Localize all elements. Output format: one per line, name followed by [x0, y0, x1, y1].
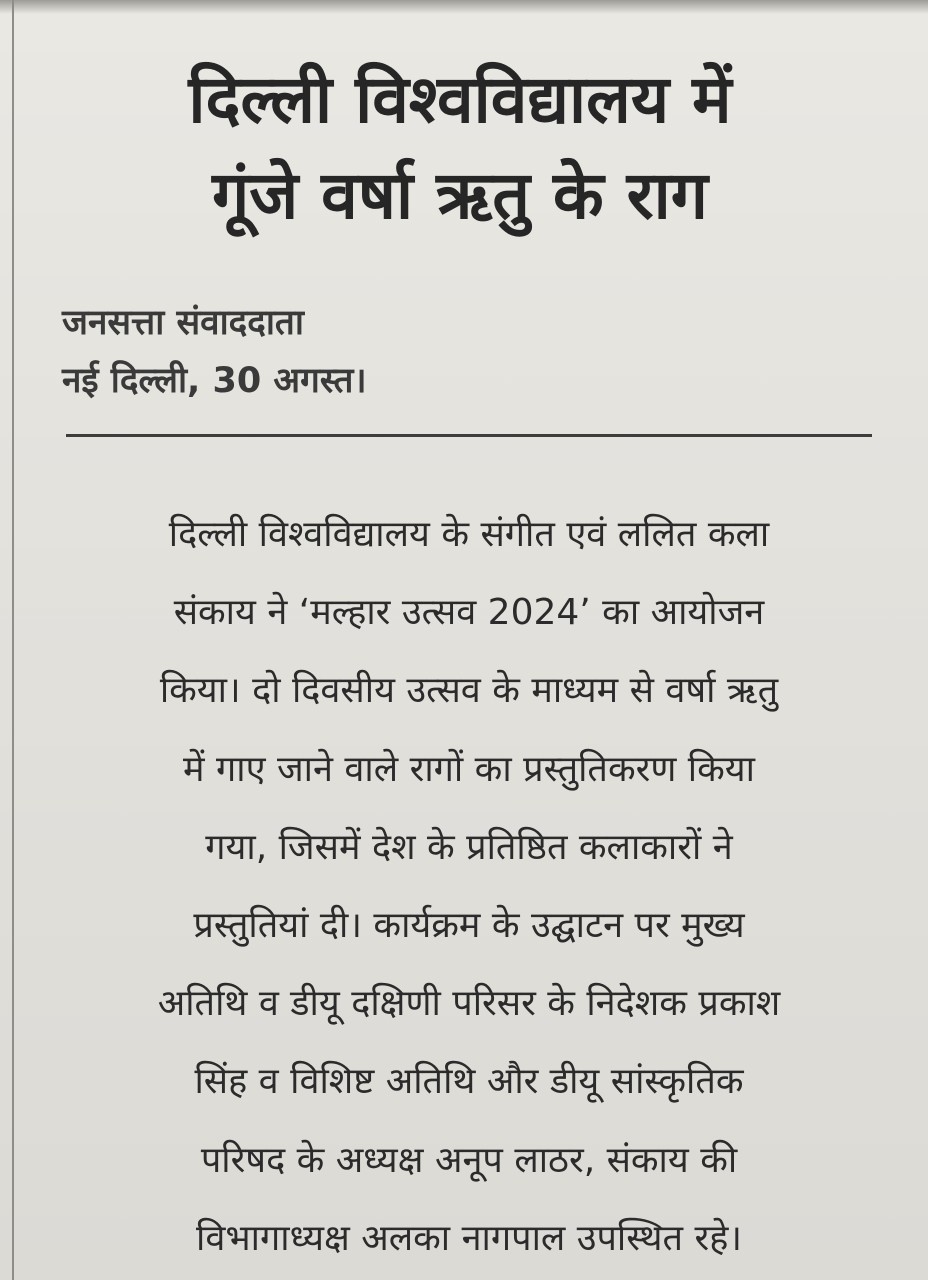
body-line: संकाय ने ‘मल्हार उत्सव 2024’ का आयोजन: [173, 592, 765, 634]
headline-line-1: दिल्ली विश्वविद्यालय में: [188, 61, 732, 138]
body-line: दिल्ली विश्वविद्यालय के संगीत एवं ललित कला: [168, 514, 770, 555]
byline-author: जनसत्ता संवाददाता: [62, 303, 304, 343]
byline-dateline: नई दिल्ली, 30 अगस्त।: [62, 361, 367, 401]
body-line: परिषद के अध्यक्ष अनूप लाठर, संकाय की: [200, 1139, 738, 1181]
separator-rule: [66, 434, 872, 437]
column-rule: [12, 0, 14, 1280]
body-line: प्रस्तुतियां दी। कार्यक्रम के उद्घाटन पर मुख्य: [193, 905, 745, 947]
body-line: सिंह व विशिष्ट अतिथि और डीयू सांस्कृतिक: [194, 1061, 744, 1103]
article-body: [66, 496, 872, 1278]
body-line: अतिथि व डीयू दक्षिणी परिसर के निदेशक प्रकाश: [157, 983, 781, 1025]
body-line: गया, जिसमें देश के प्रतिष्ठित कलाकारों ने: [205, 826, 733, 868]
byline: [62, 294, 367, 410]
body-line: विभागाध्यक्ष अलका नागपाल उपस्थित रहे।: [196, 1217, 742, 1259]
headline-line-2: गूंजे वर्षा ऋतु के राग: [212, 157, 708, 234]
body-line: किया। दो दिवसीय उत्सव के माध्यम से वर्षा ऋतु: [159, 670, 779, 712]
body-line: में गाए जाने वाले रागों का प्रस्तुतिकरण किया: [183, 748, 755, 790]
headline: [60, 52, 860, 244]
torn-top-edge: [0, 0, 928, 14]
